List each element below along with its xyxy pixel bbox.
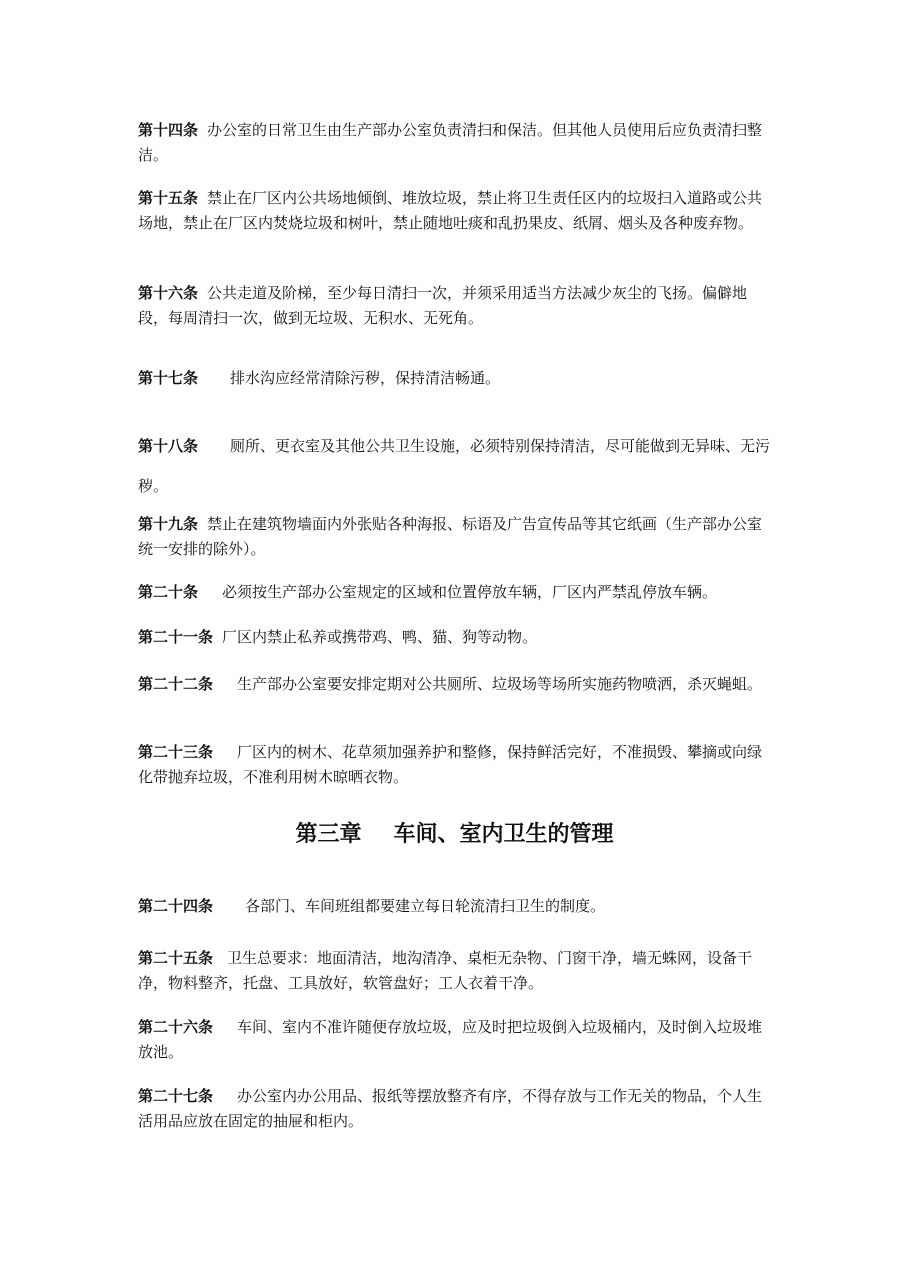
article-label: 第十九条 bbox=[138, 515, 199, 533]
article-label: 第二十五条 bbox=[138, 949, 214, 967]
article-label: 第二十一条 bbox=[138, 628, 214, 646]
article-text: 厂区内禁止私养或携带鸡、鸭、猫、狗等动物。 bbox=[222, 628, 538, 646]
article-label: 第二十四条 bbox=[138, 897, 214, 915]
chapter-number: 第三章 bbox=[295, 821, 362, 847]
article-label: 第十七条 bbox=[138, 369, 199, 387]
article-label: 第十八条 bbox=[138, 437, 199, 455]
article-text: 车间、室内不准许随便存放垃圾，应及时把垃圾倒入垃圾桶内，及时倒入垃圾堆放池。 bbox=[138, 1018, 763, 1061]
article-text: 排水沟应经常清除污秽，保持清洁畅通。 bbox=[230, 369, 501, 387]
chapter-heading bbox=[0, 815, 909, 853]
article-19 bbox=[138, 512, 772, 562]
article-label: 第二十三条 bbox=[138, 743, 214, 761]
article-24 bbox=[138, 894, 772, 919]
article-15 bbox=[138, 186, 772, 236]
article-25 bbox=[138, 946, 772, 996]
article-17 bbox=[138, 366, 772, 391]
chapter-title: 车间、室内卫生的管理 bbox=[393, 821, 614, 847]
article-label: 第二十七条 bbox=[138, 1087, 214, 1105]
article-text: 必须按生产部办公室规定的区域和位置停放车辆，厂区内严禁乱停放车辆。 bbox=[222, 583, 718, 601]
article-text: 生产部办公室要安排定期对公共厕所、垃圾场等场所实施药物喷洒，杀灭蝇蛆。 bbox=[237, 675, 763, 693]
article-text: 各部门、车间班组都要建立每日轮流清扫卫生的制度。 bbox=[245, 897, 606, 915]
article-text: 卫生总要求：地面清洁，地沟清净、桌柜无杂物、门窗干净，墙无蛛网，设备干净，物料整齐，托盘、工具放好，软管盘好；工人衣着干净。 bbox=[138, 949, 753, 992]
article-label: 第十六条 bbox=[138, 284, 199, 302]
article-23 bbox=[138, 740, 772, 790]
article-text: 厂区内的树木、花草须加强养护和整修，保持鲜活完好，不准损毁、攀摘或向绿化带抛弃垃圾，不准利用树木晾晒衣物。 bbox=[138, 743, 763, 786]
article-26 bbox=[138, 1015, 772, 1065]
article-18 bbox=[138, 426, 772, 506]
article-label: 第十五条 bbox=[138, 189, 199, 207]
article-text: 公共走道及阶梯，至少每日清扫一次，并须采用适当方法减少灰尘的飞扬。偏僻地段，每周清扫一次，做到无垃圾、无积水、无死角。 bbox=[138, 284, 748, 327]
article-16 bbox=[138, 281, 772, 331]
article-text: 禁止在厂区内公共场地倾倒、堆放垃圾，禁止将卫生责任区内的垃圾扫入道路或公共场地，禁止在厂区内焚烧垃圾和树叶，禁止随地吐痰和乱扔果皮、纸屑、烟头及各种废弃物。 bbox=[138, 189, 763, 232]
article-text: 办公室内办公用品、报纸等摆放整齐有序，不得存放与工作无关的物品，个人生活用品应放在固定的抽屉和柜内。 bbox=[138, 1087, 763, 1130]
article-22 bbox=[138, 672, 772, 697]
article-27 bbox=[138, 1084, 772, 1134]
article-label: 第二十六条 bbox=[138, 1018, 214, 1036]
article-20 bbox=[138, 580, 772, 605]
article-text: 厕所、更衣室及其他公共卫生设施，必须特别保持清洁，尽可能做到无异味、无污秽。 bbox=[138, 437, 771, 495]
article-label: 第二十条 bbox=[138, 583, 199, 601]
article-text: 禁止在建筑物墙面内外张贴各种海报、标语及广告宣传品等其它纸画（生产部办公室统一安排的除外）。 bbox=[138, 515, 763, 558]
article-21 bbox=[138, 625, 772, 650]
article-label: 第二十二条 bbox=[138, 675, 214, 693]
article-14 bbox=[138, 118, 772, 168]
article-text: 办公室的日常卫生由生产部办公室负责清扫和保洁。但其他人员使用后应负责清扫整洁。 bbox=[138, 121, 763, 164]
article-label: 第十四条 bbox=[138, 121, 199, 139]
